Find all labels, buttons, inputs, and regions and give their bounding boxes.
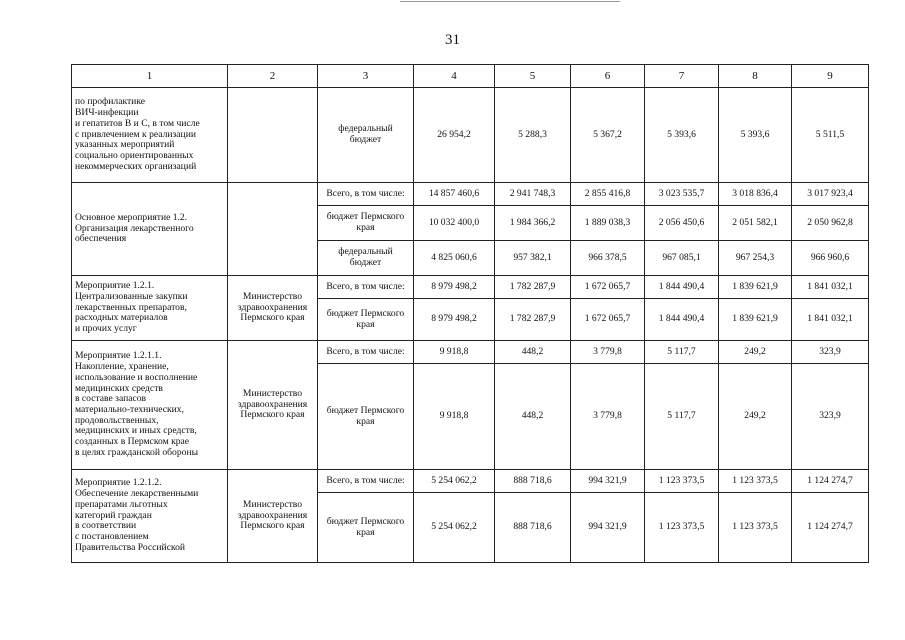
column-header: 2 (228, 65, 318, 88)
header-row (72, 65, 869, 88)
value-cell: 323,9 (792, 341, 869, 364)
value-cell: 1 844 490,4 (645, 276, 719, 299)
executor (228, 183, 318, 276)
value-cell: 26 954,2 (414, 88, 495, 183)
value-cell: 3 779,8 (571, 341, 645, 364)
value-cell: 1 123 373,5 (719, 470, 792, 493)
value-cell: 1 124 274,7 (792, 493, 869, 563)
column-header: 8 (719, 65, 792, 88)
value-cell: 994 321,9 (571, 470, 645, 493)
funding-source: Всего, в том числе: (318, 276, 414, 299)
value-cell: 1 782 287,9 (495, 276, 571, 299)
value-cell: 10 032 400,0 (414, 206, 495, 241)
value-cell: 3 017 923,4 (792, 183, 869, 206)
funding-source: бюджет Пермского края (318, 493, 414, 563)
funding-source: федеральный бюджет (318, 241, 414, 276)
value-cell: 1 844 490,4 (645, 299, 719, 341)
funding-source: бюджет Пермского края (318, 299, 414, 341)
value-cell: 3 779,8 (571, 364, 645, 470)
value-cell: 1 839 621,9 (719, 299, 792, 341)
value-cell: 8 979 498,2 (414, 299, 495, 341)
table-row (72, 470, 869, 493)
activity-name: Мероприятие 1.2.1. Централизованные закупки лекарственных препаратов, расходных материалов и прочих услуг (72, 276, 228, 341)
column-header: 5 (495, 65, 571, 88)
value-cell: 888 718,6 (495, 493, 571, 563)
value-cell: 966 378,5 (571, 241, 645, 276)
value-cell: 1 841 032,1 (792, 276, 869, 299)
page-number: 31 (445, 32, 460, 48)
value-cell: 1 123 373,5 (645, 470, 719, 493)
value-cell: 2 941 748,3 (495, 183, 571, 206)
value-cell: 1 672 065,7 (571, 276, 645, 299)
value-cell: 8 979 498,2 (414, 276, 495, 299)
value-cell: 4 825 060,6 (414, 241, 495, 276)
value-cell: 1 123 373,5 (719, 493, 792, 563)
funding-source: Всего, в том числе: (318, 183, 414, 206)
value-cell: 5 288,3 (495, 88, 571, 183)
value-cell: 5 511,5 (792, 88, 869, 183)
value-cell: 5 393,6 (719, 88, 792, 183)
value-cell: 2 855 416,8 (571, 183, 645, 206)
column-header: 9 (792, 65, 869, 88)
value-cell: 249,2 (719, 364, 792, 470)
table-row (72, 183, 869, 206)
table-row (72, 88, 869, 183)
value-cell: 3 023 535,7 (645, 183, 719, 206)
value-cell: 1 889 038,3 (571, 206, 645, 241)
funding-source: Всего, в том числе: (318, 470, 414, 493)
value-cell: 957 382,1 (495, 241, 571, 276)
value-cell: 1 123 373,5 (645, 493, 719, 563)
value-cell: 1 984 366,2 (495, 206, 571, 241)
value-cell: 249,2 (719, 341, 792, 364)
executor: Министерство здравоохранения Пермского края (228, 470, 318, 563)
value-cell: 1 839 621,9 (719, 276, 792, 299)
value-cell: 5 367,2 (571, 88, 645, 183)
column-header: 1 (72, 65, 228, 88)
value-cell: 994 321,9 (571, 493, 645, 563)
column-header: 4 (414, 65, 495, 88)
funding-source: бюджет Пермского края (318, 206, 414, 241)
value-cell: 448,2 (495, 341, 571, 364)
value-cell: 5 117,7 (645, 341, 719, 364)
value-cell: 9 918,8 (414, 364, 495, 470)
funding-source: бюджет Пермского края (318, 364, 414, 470)
value-cell: 967 254,3 (719, 241, 792, 276)
column-header: 3 (318, 65, 414, 88)
executor: Министерство здравоохранения Пермского края (228, 341, 318, 470)
value-cell: 323,9 (792, 364, 869, 470)
value-cell: 5 254 062,2 (414, 470, 495, 493)
value-cell: 14 857 460,6 (414, 183, 495, 206)
activity-name: Основное мероприятие 1.2. Организация лекарственного обеспечения (72, 183, 228, 276)
value-cell: 888 718,6 (495, 470, 571, 493)
value-cell: 2 051 582,1 (719, 206, 792, 241)
value-cell: 9 918,8 (414, 341, 495, 364)
activity-name: по профилактике ВИЧ-инфекции и гепатитов В и С, в том числе с привлечением к реализации указанных мероприятий социально ориентированных некоммерческих организаций (72, 88, 228, 183)
top-rule (400, 1, 620, 2)
executor (228, 88, 318, 183)
value-cell: 2 056 450,6 (645, 206, 719, 241)
value-cell: 1 124 274,7 (792, 470, 869, 493)
activity-name: Мероприятие 1.2.1.2. Обеспечение лекарственными препаратами льготных категорий граждан в соответствии с постановлением Правительства Российской (72, 470, 228, 563)
funding-source: Всего, в том числе: (318, 341, 414, 364)
value-cell: 2 050 962,8 (792, 206, 869, 241)
column-header: 6 (571, 65, 645, 88)
value-cell: 3 018 836,4 (719, 183, 792, 206)
table-row (72, 341, 869, 364)
table-row (72, 276, 869, 299)
activity-name: Мероприятие 1.2.1.1. Накопление, хранение, использование и восполнение медицинских средств в составе запасов материально-технических, продовольственных, медицинских и иных средств, созданных в Пермском крае в целях гражданской обороны (72, 341, 228, 470)
value-cell: 5 393,6 (645, 88, 719, 183)
value-cell: 5 117,7 (645, 364, 719, 470)
value-cell: 5 254 062,2 (414, 493, 495, 563)
executor: Министерство здравоохранения Пермского края (228, 276, 318, 341)
value-cell: 1 841 032,1 (792, 299, 869, 341)
value-cell: 967 085,1 (645, 241, 719, 276)
value-cell: 1 782 287,9 (495, 299, 571, 341)
value-cell: 966 960,6 (792, 241, 869, 276)
column-header: 7 (645, 65, 719, 88)
program-funding-table (71, 64, 869, 563)
funding-source: федеральный бюджет (318, 88, 414, 183)
value-cell: 448,2 (495, 364, 571, 470)
value-cell: 1 672 065,7 (571, 299, 645, 341)
